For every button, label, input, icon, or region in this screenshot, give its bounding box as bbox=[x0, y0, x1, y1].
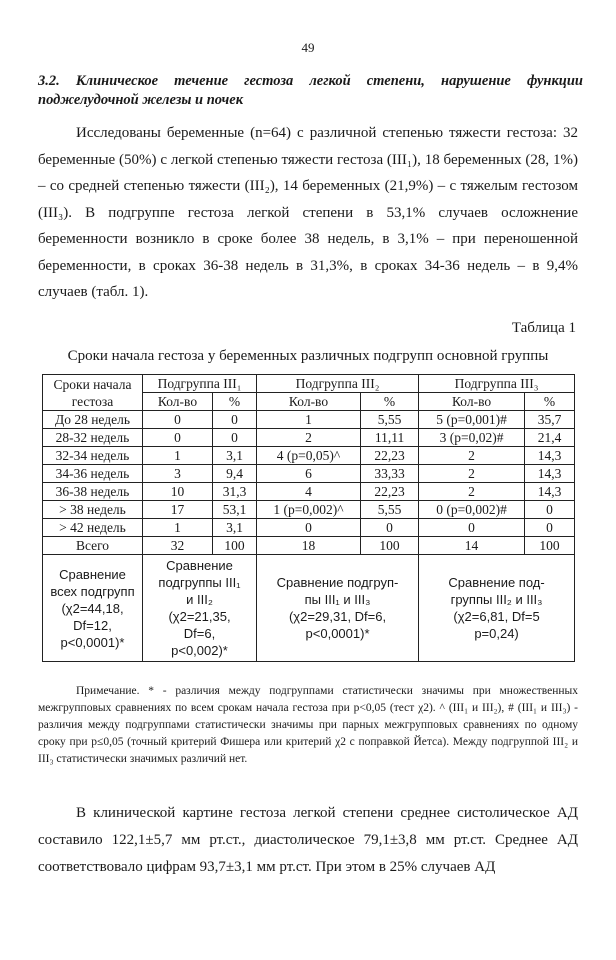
cell-count: 0 bbox=[419, 519, 525, 537]
table-caption: Сроки начала гестоза у беременных различных подгрупп основной группы bbox=[67, 348, 549, 364]
comparison-line: Df=6, bbox=[183, 626, 216, 641]
subheader-count: Кол-во bbox=[143, 393, 213, 411]
cell-pct: 100 bbox=[361, 537, 419, 555]
cell-pct: 5,55 bbox=[361, 411, 419, 429]
cell-pct: 53,1 bbox=[213, 501, 257, 519]
table-row bbox=[43, 411, 575, 429]
cell-count: 3 bbox=[143, 465, 213, 483]
cell-count: 10 bbox=[143, 483, 213, 501]
cell-count: 14 bbox=[419, 537, 525, 555]
comparison-groups-2-3 bbox=[419, 555, 575, 662]
cell-count: 18 bbox=[257, 537, 361, 555]
cell-pct: 14,3 bbox=[525, 465, 575, 483]
comparison-line: группы III₂ и III₃ bbox=[450, 592, 543, 607]
table-row bbox=[43, 483, 575, 501]
row-label: 34-36 недель bbox=[43, 465, 143, 483]
cell-count: 0 (p=0,002)# bbox=[419, 501, 525, 519]
cell-pct: 3,1 bbox=[213, 519, 257, 537]
cell-pct: 22,23 bbox=[361, 447, 419, 465]
cell-pct: 100 bbox=[213, 537, 257, 555]
cell-count: 1 (p=0,002)^ bbox=[257, 501, 361, 519]
table-total-row bbox=[43, 537, 575, 555]
cell-count: 4 (p=0,05)^ bbox=[257, 447, 361, 465]
table-header-row bbox=[43, 375, 575, 393]
header-group-3: Подгруппа III₃ bbox=[419, 375, 575, 393]
row-label: 28-32 недель bbox=[43, 429, 143, 447]
cell-count: 32 bbox=[143, 537, 213, 555]
row-label: Всего bbox=[43, 537, 143, 555]
subheader-pct: % bbox=[525, 393, 575, 411]
cell-count: 2 bbox=[419, 465, 525, 483]
comparison-line: и III₂ bbox=[186, 592, 213, 607]
comparison-line: Df=12, bbox=[73, 617, 112, 633]
comparison-line: (χ2=44,18, bbox=[61, 600, 124, 616]
cell-pct: 14,3 bbox=[525, 447, 575, 465]
cell-count: 1 bbox=[257, 411, 361, 429]
cell-count: 2 bbox=[257, 429, 361, 447]
table-row bbox=[43, 465, 575, 483]
cell-count: 5 (p=0,001)# bbox=[419, 411, 525, 429]
cell-pct: 35,7 bbox=[525, 411, 575, 429]
comparison-line: (χ2=21,35, bbox=[168, 609, 231, 624]
cell-count: 0 bbox=[143, 429, 213, 447]
comparison-line: подгруппы III₁ bbox=[158, 575, 241, 590]
table-row bbox=[43, 519, 575, 537]
cell-pct: 9,4 bbox=[213, 465, 257, 483]
cell-count: 3 (p=0,02)# bbox=[419, 429, 525, 447]
row-label: До 28 недель bbox=[43, 411, 143, 429]
cell-pct: 0 bbox=[525, 501, 575, 519]
cell-count: 0 bbox=[257, 519, 361, 537]
cell-pct: 33,33 bbox=[361, 465, 419, 483]
comparison-line: Сравнение подгруп- bbox=[276, 575, 399, 590]
header-group-2: Подгруппа III₂ bbox=[257, 375, 419, 393]
cell-count: 1 bbox=[143, 447, 213, 465]
cell-count: 1 bbox=[143, 519, 213, 537]
cell-pct: 31,3 bbox=[213, 483, 257, 501]
subheader-pct: % bbox=[213, 393, 257, 411]
cell-count: 17 bbox=[143, 501, 213, 519]
subheader-pct: % bbox=[361, 393, 419, 411]
comparison-line: Сравнение bbox=[59, 566, 126, 582]
cell-pct: 0 bbox=[525, 519, 575, 537]
header-group-1: Подгруппа III₁ bbox=[143, 375, 257, 393]
row-label: 32-34 недель bbox=[43, 447, 143, 465]
cell-pct: 3,1 bbox=[213, 447, 257, 465]
table-note: Примечание. * - различия между подгруппами статистически значимы при множественных межгрупповых сравнениях по всем срокам начала гестоза при p<0,05 (тест χ2). ^ (III₁ и III₂), # (III₁ и III₃) - различия между подгруппами статистически значимы при парных межгрупповых сравнениях по одному сроку при p≤0,05 (точный критерий Фишера или критерий χ2 с поправкой Йетса). Между подгруппой III₂ и III₃ статистически значимых различий нет. bbox=[38, 685, 578, 765]
comparison-line: пы III₁ и III₃ bbox=[304, 592, 371, 607]
cell-pct: 100 bbox=[525, 537, 575, 555]
cell-pct: 0 bbox=[213, 429, 257, 447]
cell-count: 2 bbox=[419, 447, 525, 465]
cell-count: 6 bbox=[257, 465, 361, 483]
row-label: 36-38 недель bbox=[43, 483, 143, 501]
comparison-line: (χ2=29,31, Df=6, bbox=[288, 609, 387, 624]
cell-pct: 0 bbox=[361, 519, 419, 537]
header-onset: Сроки начала гестоза bbox=[43, 375, 143, 411]
cell-pct: 0 bbox=[213, 411, 257, 429]
subheader-count: Кол-во bbox=[419, 393, 525, 411]
comparison-groups-1-2 bbox=[143, 555, 257, 662]
cell-pct: 21,4 bbox=[525, 429, 575, 447]
cell-pct: 14,3 bbox=[525, 483, 575, 501]
table-comparison-row bbox=[43, 555, 575, 662]
comparison-line: Сравнение под- bbox=[448, 575, 545, 590]
comparison-groups-1-3 bbox=[257, 555, 419, 662]
comparison-line: p=0,24) bbox=[474, 626, 519, 641]
table-row bbox=[43, 429, 575, 447]
table-row bbox=[43, 447, 575, 465]
table-row bbox=[43, 501, 575, 519]
subheader-count: Кол-во bbox=[257, 393, 361, 411]
cell-count: 0 bbox=[143, 411, 213, 429]
cell-pct: 11,11 bbox=[361, 429, 419, 447]
comparison-line: (χ2=6,81, Df=5 bbox=[453, 609, 540, 624]
comparison-line: p<0,0001)* bbox=[305, 626, 370, 641]
cell-count: 4 bbox=[257, 483, 361, 501]
intro-paragraph: Исследованы беременные (n=64) с различной степенью тяжести гестоза: 32 беременные (50%) с легкой степенью тяжести гестоза (III₁), 18 беременных (28, 1%) – со средней степенью тяжести (III₂), 14 беременных (21,9%) – с тяжелым гестозом (III₃). В подгруппе гестоза легкой степени в 53,1% случаев осложнение беременности возникло в сроке более 38 недель, в 3,1% – при переношенной беременности, в сроках 36-38 недель в 31,3%, в сроках 34-36 недель – в 9,4% случаев (табл. 1). bbox=[38, 125, 578, 300]
cell-count: 2 bbox=[419, 483, 525, 501]
cell-pct: 22,23 bbox=[361, 483, 419, 501]
page-number: 49 bbox=[301, 40, 315, 55]
comparison-line: Сравнение bbox=[166, 558, 233, 573]
clinical-paragraph: В клинической картине гестоза легкой степени среднее систолическое АД составило 122,1±5,7 мм рт.ст., диастолическое 79,1±3,8 мм рт.ст. Среднее АД соответствовало цифрам 93,7±3,1 мм рт.ст. При этом в 25% случаев АД bbox=[38, 805, 578, 875]
row-label: > 38 недель bbox=[43, 501, 143, 519]
row-label: > 42 недель bbox=[43, 519, 143, 537]
table-label: Таблица 1 bbox=[511, 320, 576, 336]
comparison-line: всех подгрупп bbox=[50, 583, 135, 599]
comparison-line: p<0,0001)* bbox=[60, 634, 125, 650]
gestosis-onset-table bbox=[42, 374, 575, 662]
cell-pct: 5,55 bbox=[361, 501, 419, 519]
comparison-line: p<0,002)* bbox=[171, 643, 228, 658]
comparison-all-groups bbox=[43, 555, 143, 662]
section-heading: 3.2. Клиническое течение гестоза легкой степени, нарушение функции поджелудочной железы и почек bbox=[38, 73, 583, 108]
